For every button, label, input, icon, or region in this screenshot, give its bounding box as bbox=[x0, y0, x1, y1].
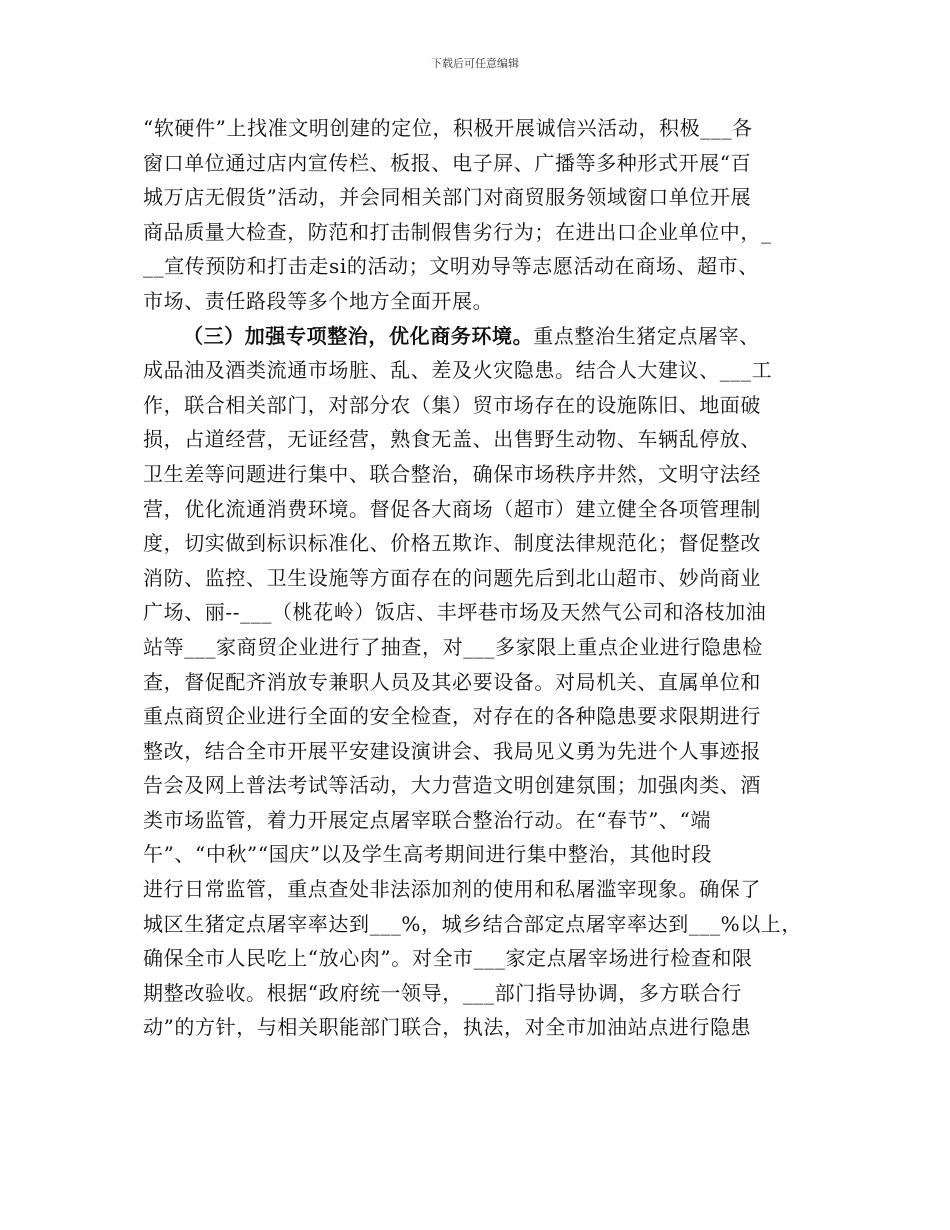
text-line: 损，占道经营，无证经营，熟食无盖、出售野生动物、车辆乱停放、 bbox=[143, 427, 761, 452]
text-line: 午”、“中秋”“国庆”以及学生高考期间进行集中整治，其他时段 bbox=[143, 842, 713, 867]
text-line: 进行日常监管，重点查处非法添加剂的使用和私屠滥宰现象。确保了 bbox=[143, 877, 761, 902]
text-line: 城区生猪定点屠宰率达到___%，城乡结合部定点屠宰率达到___%以上， bbox=[143, 911, 803, 936]
text-line: 重点商贸企业进行全面的安全检查，对存在的各种隐患要求限期进行 bbox=[143, 704, 761, 729]
text-line: “软硬件”上找准文明创建的定位，积极开展诚信兴活动，积极___各 bbox=[143, 116, 753, 140]
text-line: 期整改验收。根据“政府统一领导，___部门指导协调，多方联合行 bbox=[143, 980, 742, 1005]
text-line: 商品质量大检查，防范和打击制假售劣行为；在进出口企业单位中，_ bbox=[143, 219, 772, 244]
text-line: 度，切实做到标识标准化、价格五欺诈、制度法律规范化；督促整改 bbox=[143, 531, 761, 556]
text-line: 告会及网上普法考试等活动，大力营造文明创建氛围；加强肉类、酒 bbox=[143, 773, 761, 798]
text-line: 作，联合相关部门，对部分农（集）贸市场存在的设施陈旧、地面破 bbox=[143, 392, 761, 417]
text-line: 整改，结合全市开展平安建设演讲会、我局见义勇为先进个人事迹报 bbox=[143, 738, 761, 763]
text-line: 成品油及酒类流通市场脏、乱、差及火灾隐患。结合人大建议、___工 bbox=[143, 358, 773, 383]
body-text bbox=[143, 111, 811, 1045]
text-line: 广场、丽--___（桃花岭）饭店、丰坪巷市场及天然气公司和洛枝加油 bbox=[143, 600, 767, 625]
section-heading-line bbox=[143, 319, 811, 354]
text-line: __宣传预防和打击走si的活动；文明劝导等志愿活动在商场、超市、 bbox=[143, 254, 759, 279]
page-header: 下载后可任意编辑 bbox=[431, 57, 519, 70]
text-line: 站等___家商贸企业进行了抽查，对___多家限上重点企业进行隐患检 bbox=[143, 634, 763, 659]
text-line: 营，优化流通消费环境。督促各大商场（超市）建立健全各项管理制 bbox=[143, 496, 761, 521]
section-heading: （三）加强专项整治，优化商务环境。 bbox=[183, 323, 534, 348]
text-line: 确保全市人民吃上“放心肉”。对全市___家定点屠宰场进行检查和限 bbox=[143, 946, 753, 971]
text-line: 卫生差等问题进行集中、联合整治，确保市场秩序井然，文明守法经 bbox=[143, 461, 761, 486]
text-line: 类市场监管，着力开展定点屠宰联合整治行动。在“春节”、“端 bbox=[143, 807, 712, 832]
text-line: 市场、责任路段等多个地方全面开展。 bbox=[143, 288, 494, 313]
section-heading-rest: 重点整治生猪定点屠宰、 bbox=[533, 323, 760, 348]
text-line: 城万店无假货”活动，并会同相关部门对商贸服务领域窗口单位开展 bbox=[143, 185, 752, 210]
text-line: 窗口单位通过店内宣传栏、板报、电子屏、广播等多种形式开展“百 bbox=[143, 150, 752, 175]
text-line: 消防、监控、卫生设施等方面存在的问题先后到北山超市、妙尚商业 bbox=[143, 565, 761, 590]
text-line: 动”的方针，与相关职能部门联合，执法，对全市加油站点进行隐患 bbox=[143, 1015, 752, 1040]
text-line: 查，督促配齐消放专兼职人员及其必要设备。对局机关、直属单位和 bbox=[143, 669, 761, 694]
